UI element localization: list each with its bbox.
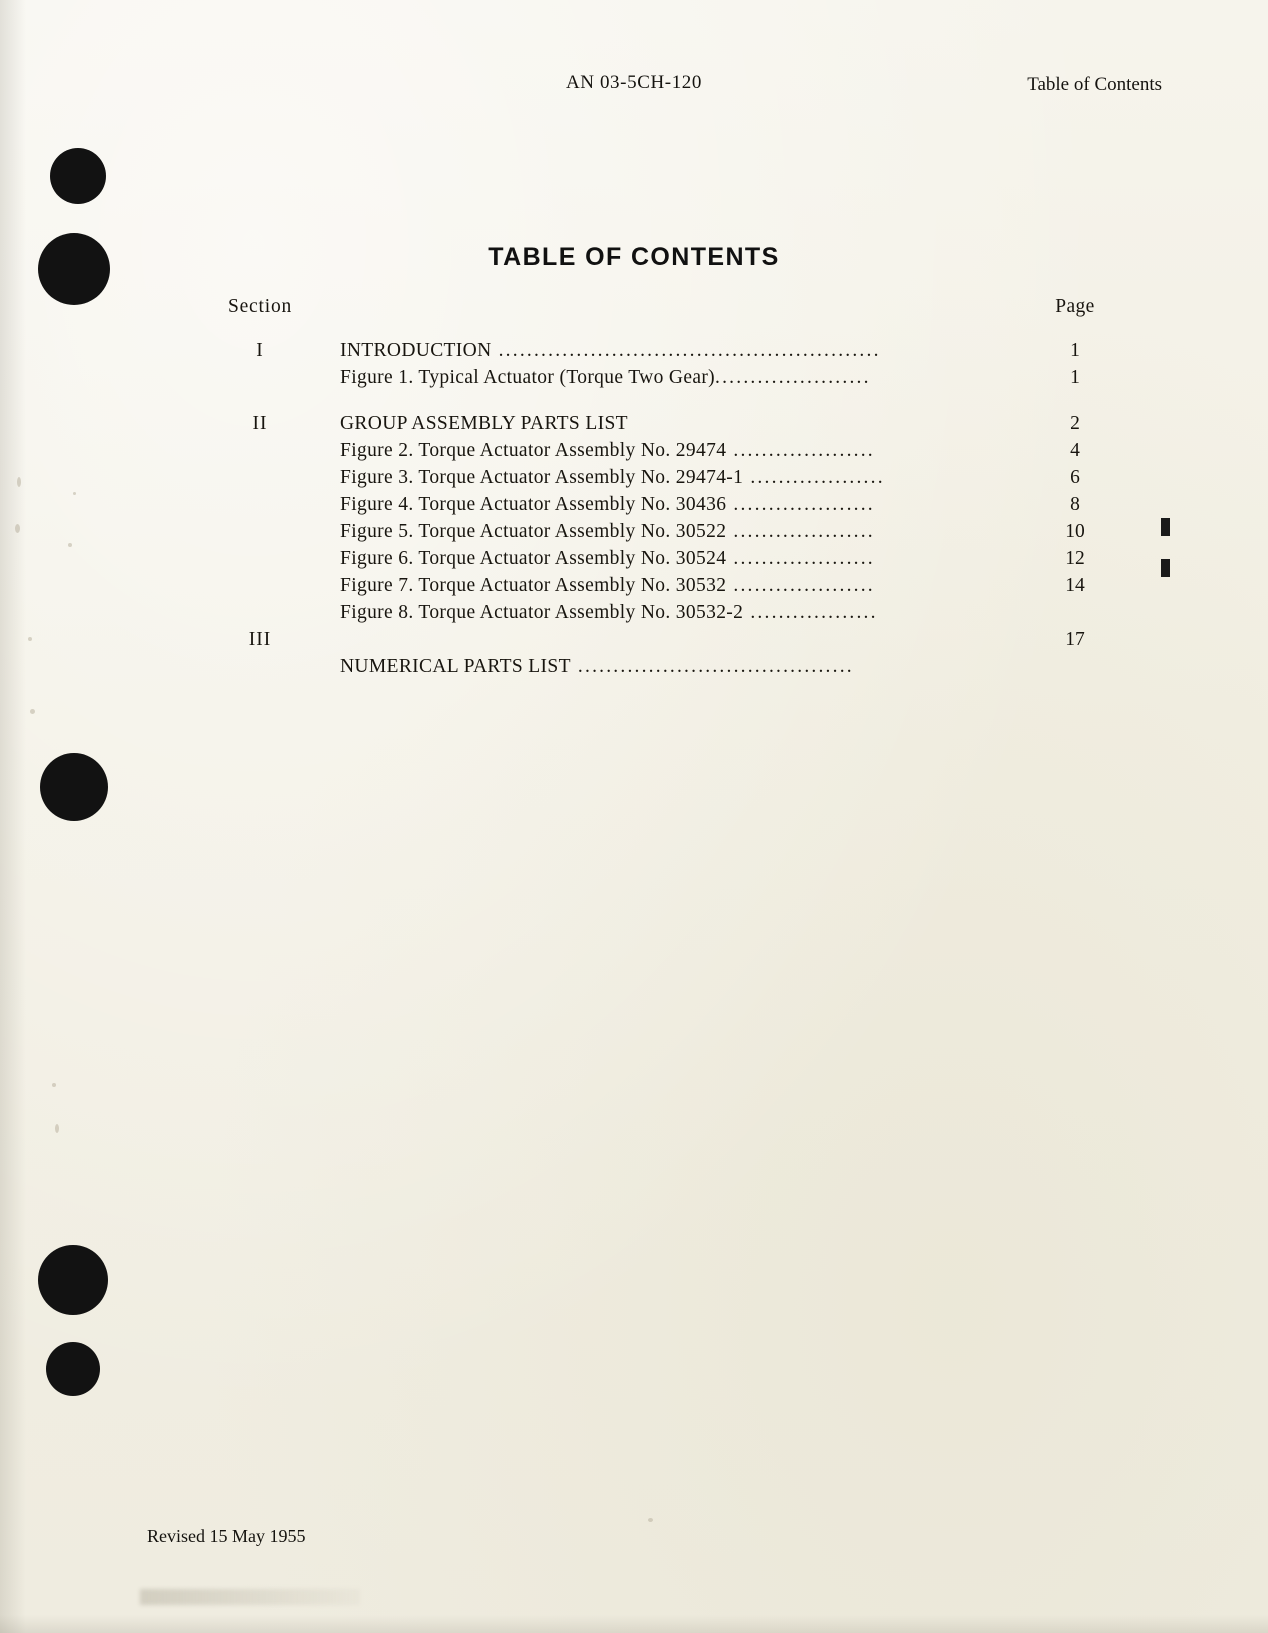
toc-entry-text: Figure 2. Torque Actuator Assembly No. 29474 <box>340 440 727 461</box>
toc-row[interactable] <box>180 437 1130 464</box>
toc-page: 17 <box>1065 629 1085 650</box>
toc-leader: .................... <box>726 548 875 569</box>
toc-row[interactable] <box>180 464 1130 491</box>
toc-row[interactable] <box>180 653 1130 680</box>
toc-section <box>180 437 340 464</box>
toc-row[interactable] <box>180 572 1130 599</box>
toc-entry[interactable] <box>340 626 1020 653</box>
toc-leader: ...................................................... <box>491 340 881 361</box>
punch-hole <box>50 148 106 204</box>
toc-entry[interactable] <box>340 599 1020 626</box>
toc-row[interactable] <box>180 318 1130 364</box>
toc-entry[interactable] <box>340 391 1020 437</box>
toc-page: 6 <box>1070 467 1080 488</box>
page-title: TABLE OF CONTENTS <box>488 243 780 271</box>
toc-page: 1 <box>1070 340 1080 361</box>
toc-entry-text: Figure 5. Torque Actuator Assembly No. 30522 <box>340 521 727 542</box>
toc-entry-text: Figure 4. Torque Actuator Assembly No. 30436 <box>340 494 727 515</box>
punch-hole <box>46 1342 100 1396</box>
paper-speck <box>15 524 20 533</box>
toc-entry[interactable] <box>340 318 1020 364</box>
toc-entry[interactable] <box>340 653 1020 680</box>
toc-page: 10 <box>1065 521 1085 542</box>
toc-page <box>1020 653 1130 680</box>
toc-entry-text: Figure 7. Torque Actuator Assembly No. 30532 <box>340 575 727 596</box>
paper-speck <box>17 477 21 487</box>
punch-hole <box>38 1245 108 1315</box>
toc-leader: .................... <box>726 494 875 515</box>
toc-leader: .................... <box>726 575 875 596</box>
toc-page: 4 <box>1070 440 1080 461</box>
toc-row[interactable] <box>180 491 1130 518</box>
punch-hole <box>40 753 108 821</box>
column-header-section: Section <box>227 296 293 317</box>
toc-entry-text: Figure 8. Torque Actuator Assembly No. 30532-2 <box>340 602 744 623</box>
toc-row[interactable] <box>180 599 1130 626</box>
change-bar <box>1161 518 1170 536</box>
toc-section <box>180 572 340 599</box>
toc-row[interactable] <box>180 518 1130 545</box>
toc-section <box>180 491 340 518</box>
paper-speck <box>28 637 32 641</box>
toc-row[interactable] <box>180 391 1130 437</box>
toc-leader: ....................................... <box>570 656 854 677</box>
toc-entry[interactable] <box>340 437 1020 464</box>
table-of-contents <box>180 296 1130 680</box>
toc-section <box>180 653 340 680</box>
paper-speck <box>30 709 35 714</box>
toc-entry-text: NUMERICAL PARTS LIST <box>340 656 571 677</box>
toc-section: III <box>248 629 272 650</box>
toc-entry[interactable] <box>340 491 1020 518</box>
toc-row[interactable] <box>180 545 1130 572</box>
paper-smudge <box>140 1589 360 1605</box>
toc-body <box>180 318 1130 680</box>
document-number: AN 03-5CH-120 <box>565 72 703 93</box>
toc-entry-text: Figure 3. Torque Actuator Assembly No. 29474-1 <box>340 467 744 488</box>
toc-section: I <box>256 340 264 361</box>
toc-section: II <box>252 413 268 434</box>
paper-speck <box>68 543 72 547</box>
toc-section <box>180 464 340 491</box>
toc-page <box>1020 599 1130 626</box>
toc-section <box>180 518 340 545</box>
toc-leader: ...................... <box>715 367 871 388</box>
toc-page: 8 <box>1070 494 1080 515</box>
toc-entry[interactable] <box>340 518 1020 545</box>
toc-leader: ................... <box>743 467 885 488</box>
paper-speck <box>55 1124 59 1133</box>
toc-section <box>180 599 340 626</box>
toc-entry[interactable] <box>340 572 1020 599</box>
toc-row[interactable] <box>180 364 1130 391</box>
toc-page: 12 <box>1065 548 1085 569</box>
toc-page: 1 <box>1070 367 1080 388</box>
header-section-label: Table of Contents <box>1027 74 1162 95</box>
toc-leader: .................... <box>726 440 875 461</box>
toc-section <box>180 364 340 391</box>
revision-footer: Revised 15 May 1955 <box>147 1526 306 1546</box>
toc-section <box>180 545 340 572</box>
column-header-page: Page <box>1055 296 1095 317</box>
toc-entry-text: INTRODUCTION <box>340 340 492 361</box>
paper-speck <box>52 1083 56 1087</box>
toc-entry[interactable] <box>340 545 1020 572</box>
paper-speck <box>648 1518 653 1522</box>
toc-leader: .................. <box>743 602 878 623</box>
toc-page: 2 <box>1070 413 1080 434</box>
toc-leader: .................... <box>726 521 875 542</box>
toc-page: 14 <box>1065 575 1085 596</box>
page-bottom-edge-shading <box>0 1615 1268 1633</box>
toc-entry-text: Figure 6. Torque Actuator Assembly No. 30524 <box>340 548 727 569</box>
paper-speck <box>73 492 76 495</box>
toc-header-row <box>180 296 1130 318</box>
column-header-spacer <box>340 296 1020 318</box>
toc-row[interactable] <box>180 626 1130 653</box>
change-bar <box>1161 559 1170 577</box>
toc-entry[interactable] <box>340 364 1020 391</box>
toc-entry-text: GROUP ASSEMBLY PARTS LIST <box>340 413 628 434</box>
toc-entry[interactable] <box>340 464 1020 491</box>
toc-entry-text: Figure 1. Typical Actuator (Torque Two Gear) <box>340 367 716 388</box>
